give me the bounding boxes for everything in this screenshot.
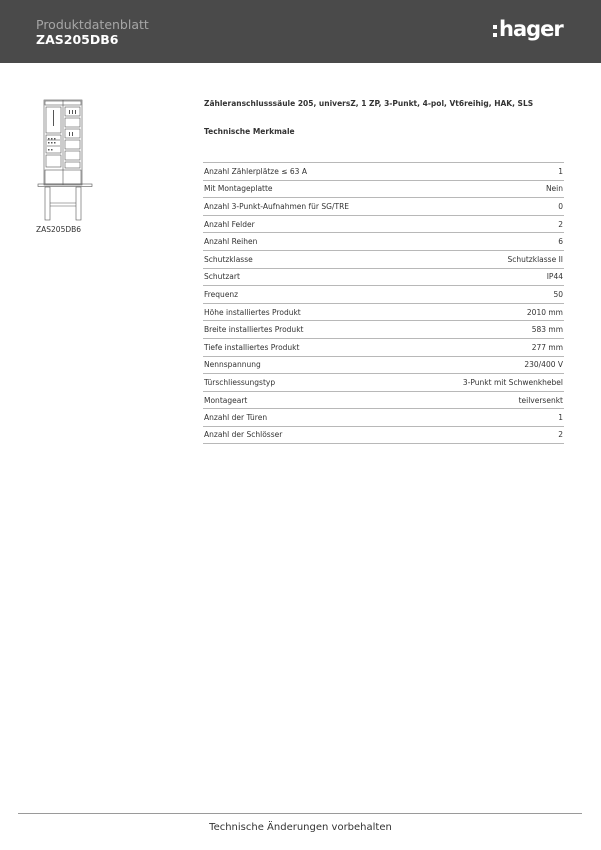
spec-row (203, 408, 564, 426)
spec-row (203, 197, 564, 215)
spec-label: Schutzart (204, 272, 240, 282)
logo-text: hager (499, 17, 563, 41)
spec-label: Breite installiertes Produkt (204, 325, 304, 335)
spec-row (203, 285, 564, 303)
spec-row (203, 250, 564, 268)
document-type: Produktdatenblatt (36, 17, 149, 32)
spec-row (203, 232, 564, 250)
spec-row (203, 215, 564, 233)
spec-value: 277 mm (531, 342, 563, 352)
spec-label: Anzahl Reihen (204, 237, 258, 247)
spec-value: 583 mm (531, 325, 563, 335)
spec-label: Nennspannung (204, 360, 261, 370)
spec-value: 2 (558, 430, 563, 440)
spec-label: Türschliessungstyp (204, 377, 276, 387)
spec-label: Tiefe installiertes Produkt (204, 342, 300, 352)
spec-label: Höhe installiertes Produkt (204, 307, 301, 317)
spec-label: Anzahl der Türen (204, 413, 268, 423)
spec-value: IP44 (546, 272, 563, 282)
spec-label: Anzahl Zählerplätze ≤ 63 A (204, 166, 307, 176)
spec-value: 50 (553, 289, 563, 299)
spec-value: 2 (558, 219, 563, 229)
product-drawing (36, 98, 96, 223)
spec-value: 1 (558, 166, 563, 176)
hager-logo (493, 14, 563, 44)
spec-label: Schutzklasse (204, 254, 253, 264)
spec-row (203, 303, 564, 321)
spec-row (203, 320, 564, 338)
spec-row (203, 391, 564, 409)
footer-text: Technische Änderungen vorbehalten (209, 822, 392, 833)
spec-value: 1 (558, 413, 563, 423)
spec-value: teilversenkt (518, 395, 563, 405)
spec-value: 0 (558, 201, 563, 211)
spec-value: 2010 mm (526, 307, 563, 317)
spec-row (203, 268, 564, 286)
logo-dots-icon (493, 25, 497, 37)
spec-row (203, 162, 564, 180)
spec-label: Anzahl Felder (204, 219, 255, 229)
spec-value: 6 (558, 237, 563, 247)
spec-value: Schutzklasse II (507, 254, 563, 264)
spec-label: Anzahl der Schlösser (204, 430, 283, 440)
spec-table (203, 162, 564, 444)
header-bar (0, 0, 601, 63)
spec-value: 3-Punkt mit Schwenkhebel (462, 377, 563, 387)
image-caption: ZAS205DB6 (36, 225, 82, 234)
product-code: ZAS205DB6 (36, 32, 119, 47)
spec-row (203, 338, 564, 356)
spec-row (203, 356, 564, 374)
spec-value: 230/400 V (524, 360, 563, 370)
footer-divider (18, 813, 582, 814)
spec-label: Montageart (204, 395, 248, 405)
spec-label: Frequenz (204, 289, 239, 299)
spec-label: Anzahl 3-Punkt-Aufnahmen für SG/TRE (204, 201, 350, 211)
spec-value: Nein (545, 184, 563, 194)
spec-row (203, 373, 564, 391)
spec-row (203, 180, 564, 198)
spec-row (203, 426, 564, 444)
product-title: Zähleranschlusssäule 205, universZ, 1 ZP, 3-Punkt, 4-pol, Vt6reihig, HAK, SLS (204, 99, 534, 108)
section-title: Technische Merkmale (204, 127, 295, 136)
spec-label: Mit Montageplatte (204, 184, 273, 194)
